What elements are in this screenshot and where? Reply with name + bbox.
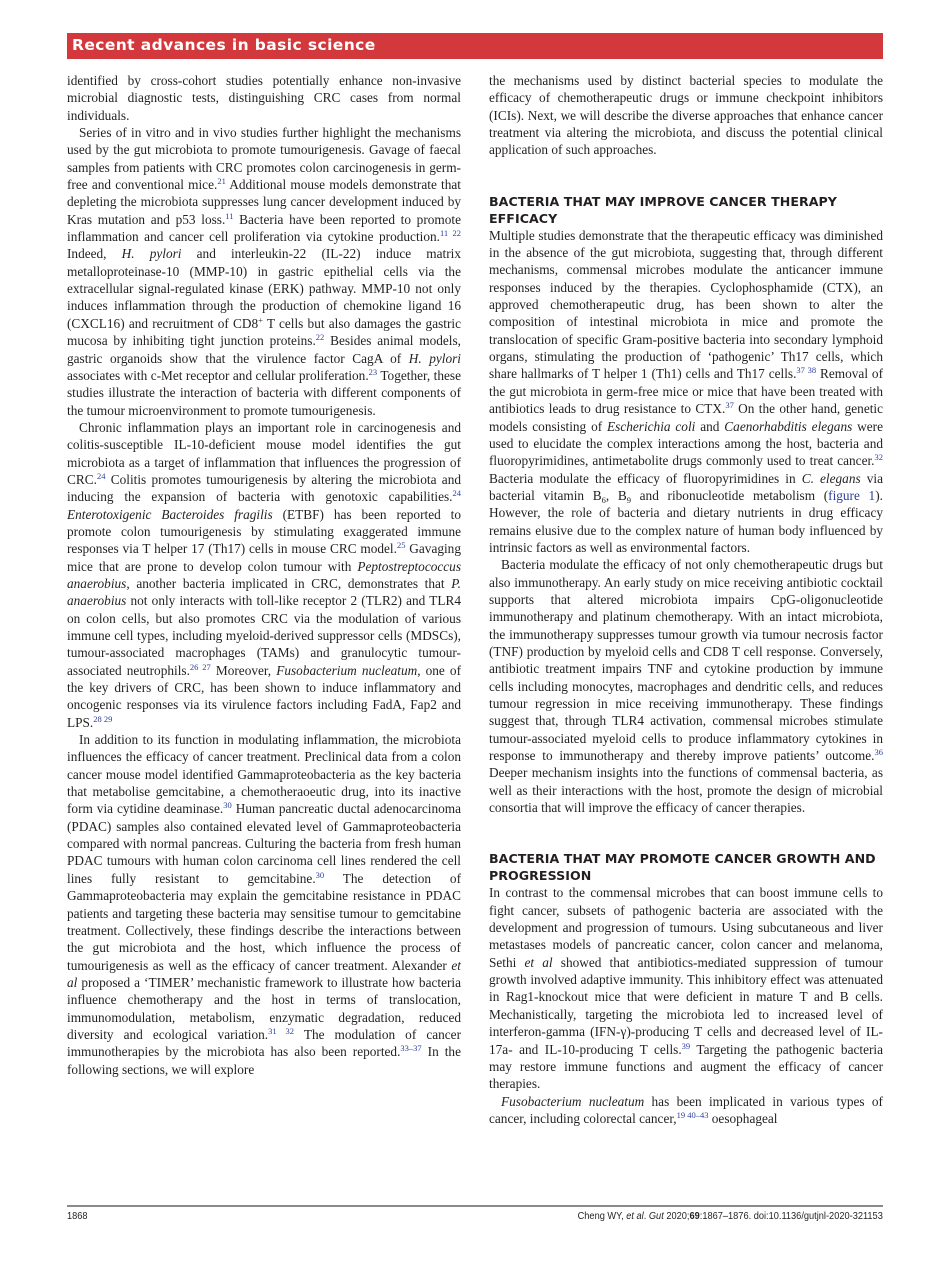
paragraph: Multiple studies demonstrate that the therapeutic efficacy was diminished in the absence of the gut microbiota, suggesting that, through different mechanisms, commensal microbes modulate the anticancer immune responses induced by the therapies. Cyclophosphamide (CTX), an approved chemotherapeutic drug, has been shown to alter the composition of intestinal microbiota in mice and promote the translocation of specific Gram-positive bacteria into secondary lymphoid organs, stimulating the production of ‘pathogenic’ Th17 cells, which share hallmarks of T helper 1 (Th1) cells and Th17 cells.$^{37 38}$ Removal of the gut microbiota in germ-free mice or mice that have been treated with antibiotics leads to drug resistance to CTX.$^{37}$ On the other hand, genetic models consisting of Escherichia coli and Caenorhabditis elegans were used to elucidate the complex interactions among the host, bacteria and fluoropyrimidines, antimetabolite drugs commonly used to treat cancer.$^{32}$ Bacteria modulate the efficacy of fluoropyrimidines in C. elegans via bacterial vitamin $B_6$, $B_9$ and ribonucleotide metabolism (figure 1). However, the role of bacteria and dietary nutrients in drug efficacy remains elusive due to the complex nature of human body influenced by intrinsic factors as well as environmental factors. bbox=[489, 227, 884, 555]
paragraph: identified by cross-cohort studies potentially enhance non-invasive microbial diagnostic tests, distinguishing CRC cases from normal individuals. bbox=[67, 73, 461, 123]
reference-link[interactable]: 22 bbox=[315, 332, 325, 343]
section-title: Recent advances in basic science bbox=[72, 36, 376, 54]
reference-link[interactable]: 24 bbox=[96, 470, 106, 481]
reference-link[interactable]: 31 32 bbox=[268, 1025, 294, 1036]
reference-link[interactable]: 30 bbox=[223, 800, 232, 811]
reference-link[interactable]: 19 40–43 bbox=[676, 1109, 709, 1120]
reference-link[interactable]: 26 27 bbox=[189, 661, 211, 672]
reference-link[interactable]: 11 22 bbox=[439, 228, 462, 239]
reference-link[interactable]: 32 bbox=[874, 452, 883, 463]
paragraph: In addition to its function in modulating inflammation, the microbiota influences the efficacy of cancer treatment. Preclinical data from a colon cancer mouse model identified Gammaproteobacteria as the key bacteria that metabolise gemcitabine, a chemotheraoeutic drug, into its inactive form via cytidine deaminase.$^{30}$ Human pancreatic ductal adenocarcinoma (PDAC) samples also contained elevated level of Gammaproteobacteria compared with normal pancreas. Culturing the bacteria from fresh human PDAC tumours with human colon carcinoma cell lines rendered the cell lines fully resistant to gemcitabine.$^{30}$ The detection of Gammaproteobacteria may explain the gemcitabine resistance in PDAC patients and targeting these bacteria may sensitise tumour to gemcitabine treatment. Collectively, these findings describe the interactions between the gut microbiota and the host, which influence the process of tumourigenesis as well as the efficacy of cancer treatment. Alexander et al proposed a ‘TIMER’ mechanistic framework to illustrate how bacteria influence chemotherapy and the host in terms of translocation, immunomodulation, metabolism, enzymatic degradation, reduced diversity and ecological variation.$^{31 32}$ The modulation of cancer immunotherapies by the microbiota has also been reported.$^{33-37}$ In the following sections, we will explore bbox=[67, 732, 461, 1077]
section-header-bar bbox=[67, 33, 883, 59]
paragraph: In contrast to the commensal microbes that can boost immune cells to fight cancer, subsets of pathogenic bacteria are associated with the development and progression of tumours. Using subcutaneous and liver metastases models of pancreatic cancer, colon cancer and melanoma, Sethi et al showed that antibiotics-mediated suppression of tumour growth involved adaptive immunity. This inhibitory effect was attenuated in Rag1-knockout mice that were deficient in mature T and B cells. Mechanistically, targeting the microbiota led to increased level of interferon-gamma (IFN-γ)-producing T cells and decreased level of IL-17a- and IL-10-producing T cells.$^{39}$ Targeting the pathogenic bacteria may restore immune functions and augment the efficacy of cancer therapies. bbox=[489, 885, 883, 1092]
reference-link[interactable]: 28 29 bbox=[93, 713, 113, 724]
reference-link[interactable]: 11 bbox=[225, 210, 234, 221]
figure-link[interactable]: figure 1 bbox=[828, 487, 876, 503]
reference-link[interactable]: 39 bbox=[681, 1040, 691, 1051]
paragraph: the mechanisms used by distinct bacterial species to modulate the efficacy of chemotherapeutic drugs or immune checkpoint inhibitors (ICIs). Next, we will describe the diverse approaches that enhance cancer treatment via altering the microbiota, and discuss the potential clinical application of such approaches. bbox=[489, 73, 883, 158]
reference-link[interactable]: 21 bbox=[217, 176, 226, 187]
footer-divider bbox=[67, 1205, 883, 1207]
paragraph: Chronic inflammation plays an important role in carcinogenesis and colitis-susceptible IL-10-deficient mouse model identifies the gut microbiota as a target of inflammation that influences the progression of CRC.$^{24}$ Colitis promotes tumourigenesis by altering the microbiota and inducing the expansion of bacteria with genotoxic capabilities.$^{24}$ Enterotoxigenic Bacteroides fragilis (ETBF) has been reported to promote colon tumourigenesis by stimulating exaggerated immune responses via T helper 17 (Th17) cells in mouse CRC model.$^{25}$ Gavaging mice that are prone to develop colon tumour with Peptostreptococcus anaerobius, another bacteria implicated in CRC, demonstrates that P. anaerobius not only interacts with toll-like receptor 2 (TLR2) and TLR4 on colon cells, but also promotes CRC via the modulation of various immune cell types, including myeloid-derived suppressor cells (MDSCs), tumour-associated macrophages (TAMs) and granulocytic tumour-associated neutrophils.$^{26 27}$ Moreover, Fusobacterium nucleatum, one of the key drivers of CRC, has been shown to induce inflammatory and oncogenic responses via its virulence factors including FadA, Fap2 and LPS.$^{28 29}$ bbox=[67, 419, 462, 730]
left-column bbox=[67, 72, 461, 1078]
right-column bbox=[489, 72, 883, 1127]
page-number: 1868 bbox=[67, 1210, 88, 1222]
reference-link[interactable]: 37 bbox=[725, 400, 734, 411]
reference-link[interactable]: 30 bbox=[315, 869, 325, 880]
reference-link[interactable]: 23 bbox=[368, 366, 378, 377]
reference-link[interactable]: 24 bbox=[452, 488, 461, 499]
paragraph: Bacteria modulate the efficacy of not only chemotherapeutic drugs but also immunotherapy. An early study on mice receiving antibiotic cocktail supports that altered microbiota impairs CpG-oligonucleotide immunotherapy and platinum chemotherapy. With an intact microbiota, the immunotherapy suppresses tumour growth via tumour necrosis factor (TNF) production by myeloid cells and CD8 T cell response. Conversely, antibiotic treatment impairs TNF and cytokine production by immune cells including monocytes, macrophages and dendritic cells, and reduces tumour regression in mice receiving immunotherapy. These findings suggest that, through TLR4 activation, commensal microbes stimulate tumour-associated myeloid cells to produce inflammatory cytokines in response to immunotherapy and thereby improve patients’ outcome.$^{36}$ Deeper mechanism insights into the functions of commensal bacteria, as well as their interactions with the host, promote the design of microbial consortia that will improve the efficacy of cancer therapies. bbox=[489, 557, 883, 816]
reference-link[interactable]: 25 bbox=[396, 540, 406, 551]
section-heading: BACTERIA THAT MAY PROMOTE CANCER GROWTH AND PROGRESSION bbox=[489, 851, 876, 884]
reference-link[interactable]: 36 bbox=[874, 747, 883, 758]
paragraph: Fusobacterium nucleatum has been implicated in various types of cancer, including colorectal cancer,$^{19 40-43}$ oesophageal bbox=[489, 1093, 883, 1126]
paragraph: Series of in vitro and in vivo studies further highlight the mechanisms used by the gut microbiota to promote tumourigenesis. Gavage of faecal samples from patients with CRC promotes colon carcinogenesis in germ-free and conventional mice.$^{21}$ Additional mouse models demonstrate that depleting the microbiota suppresses lung cancer development induced by Kras mutation and p53 loss.$^{11}$ Bacteria have been reported to promote inflammation and cancer cell proliferation via cytokine production.$^{11 22}$ Indeed, H. pylori and interleukin-22 (IL-22) induce matrix metalloproteinase-10 (MMP-10) in gastric epithelial cells via the extracellular signal-regulated kinase (ERK) pathway. MMP-10 not only induces inflammation through the production of chemokine ligand 16 (CXCL16) and recruitment of CD8+ T cells but also damages the gastric mucosa by inhibiting tight junction proteins.$^{22}$ Besides animal models, gastric organoids show that the virulence factor CagA of H. pylori associates with c-Met receptor and cellular proliferation.$^{23}$ Together, these studies illustrate the interaction of bacteria with different components of the tumour microenvironment to promote tumourigenesis. bbox=[67, 125, 462, 418]
reference-link[interactable]: 37 38 bbox=[796, 365, 817, 376]
reference-link[interactable]: 33–37 bbox=[400, 1043, 422, 1054]
citation: Cheng WY, et al. Gut 2020;69:1867–1876. doi:10.1136/gutjnl-2020-321153 bbox=[577, 1210, 883, 1222]
section-heading: BACTERIA THAT MAY IMPROVE CANCER THERAPY EFFICACY bbox=[489, 193, 837, 226]
